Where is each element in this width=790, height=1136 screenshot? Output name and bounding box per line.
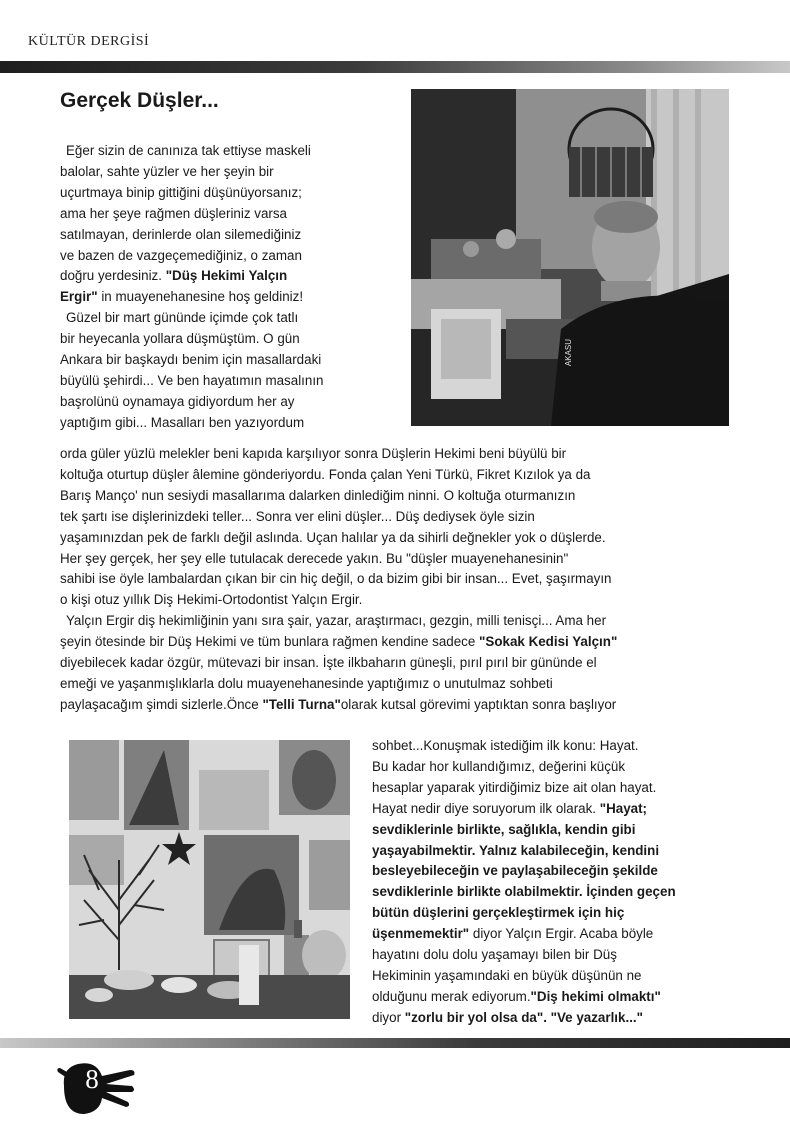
- text-line: balolar, sahte yüzler ve her şeyin bir: [60, 163, 274, 179]
- text-line: paylaşacağım şimdi sizlerle.Önce: [60, 696, 263, 712]
- article-title: Gerçek Düşler...: [60, 89, 219, 112]
- text-line: hayatını dolu dolu yaşamayı bilen bir Düş: [372, 947, 617, 963]
- book-spine-label: AKASU: [564, 339, 573, 367]
- text-line: olarak kutsal görevimi yaptıktan sonra başlıyor: [340, 696, 617, 712]
- highlight-text: bütün düşlerini gerçekleştirmek için hiç: [372, 905, 625, 921]
- highlight-text: "Diş hekimi olmaktı": [530, 988, 661, 1004]
- text-line: diyor: [372, 1009, 405, 1025]
- text-line: doğru yerdesiniz.: [60, 268, 166, 284]
- text-line: Ankara bir başkaydı benim için masallardaki: [60, 352, 322, 368]
- highlight-text: "Düş Hekimi Yalçın: [165, 268, 288, 284]
- header-rule: [0, 61, 790, 73]
- intro-column: [60, 141, 324, 434]
- text-line: diyor Yalçın Ergir. Acaba böyle: [469, 926, 654, 942]
- text-line: Güzel bir mart gününde içimde çok tatlı: [66, 310, 299, 326]
- text-line: in muayenehanesine hoş geldiniz!: [97, 289, 304, 305]
- highlight-text: Ergir": [60, 289, 98, 305]
- photo-man-in-office: [411, 89, 729, 426]
- highlight-text: üşenmemektir": [372, 926, 470, 942]
- text-line: tek şartı ise dişlerinizdeki teller... Sonra ver elini düşler... Düş dediysek öyle sizin: [60, 508, 535, 524]
- text-line: yaptığım gibi... Masalları ben yazıyordum: [60, 414, 305, 430]
- text-line: şeyin ötesinde bir Düş Hekimi ve tüm bunlara rağmen kendine sadece: [60, 634, 480, 650]
- text-line: Her şey gerçek, her şey elle tutulacak derecede yakın. Bu "düşler muayenehanesinin": [60, 550, 569, 566]
- text-line: Hayat nedir diye soruyorum ilk olarak.: [372, 800, 600, 816]
- highlight-text: "Hayat;: [599, 800, 648, 816]
- text-line: orda güler yüzlü melekler beni kapıda karşılıyor sonra Düşlerin Hekimi beni büyülü bir: [60, 446, 567, 461]
- text-line: hesaplar yaparak yitirdiğimiz bize ait olan hayat.: [372, 779, 657, 795]
- text-line: sahibi ise öyle lambalardan çıkan bir cin hiç değil, o da bizim gibi bir insan... Evet, şaşırmayın: [60, 571, 612, 587]
- interview-column: [372, 736, 676, 1029]
- magazine-name: KÜLTÜR DERGİSİ: [28, 34, 150, 49]
- highlight-text: sevdiklerinle birlikte olabilmektir. İçinden geçen: [372, 884, 676, 900]
- text-line: başrolünü oynamaya gidiyordum her ay: [60, 393, 295, 409]
- text-line: Yalçın Ergir diş hekimliğinin yanı sıra şair, yazar, araştırmacı, gezgin, milli tenisçi... Ama her: [66, 613, 607, 629]
- text-line: Bu kadar hor kullandığımız, değerini küçük: [372, 758, 626, 774]
- text-line: koltuğa oturtup düşler âlemine gönderiyordu. Fonda çalan Yeni Türkü, Fikret Kızılok ya da: [60, 466, 591, 482]
- text-line: yaşamınızdan pek de farklı değil aslında. Uçan halılar ya da sihirli değnekler yok o düşlerde.: [60, 529, 606, 545]
- photo-wall-collage: [69, 740, 350, 1019]
- text-line: ve bazen de vazgeçemediğiniz, o zaman: [60, 247, 302, 263]
- text-line: olduğunu merak ediyorum.: [372, 988, 531, 1004]
- highlight-text: "Telli Turna": [262, 696, 341, 712]
- highlight-text: "zorlu bir yol olsa da". "Ve yazarlık...": [404, 1009, 643, 1025]
- highlight-text: besleyebileceğin ve paylaşabileceğin şekilde: [372, 863, 658, 879]
- text-line: ama her şeye rağmen düşleriniz varsa: [60, 205, 288, 221]
- highlight-text: sevdiklerinle birlikte, sağlıkla, kendin gibi: [372, 821, 636, 837]
- text-line: sohbet...Konuşmak istediğim ilk konu: Hayat.: [372, 738, 639, 753]
- text-line: satılmayan, derinlerde olan silemediğiniz: [60, 226, 302, 242]
- footer-rule: [0, 1038, 790, 1048]
- text-line: Barış Manço' nun sesiydi masallarıma dalarken dinlediğim ninni. O koltuğa oturmanızın: [60, 487, 576, 503]
- text-line: emeği ve yaşanmışlıklarla dolu muayenehanesinde yaptığımız o unutulmaz sohbeti: [60, 675, 553, 691]
- text-line: uçurtmaya binip gittiğini düşünüyorsanız;: [60, 184, 302, 200]
- text-line: o kişi otuz yıllık Diş Hekimi-Ortodontist Yalçın Ergir.: [60, 592, 363, 608]
- text-line: büyülü şehirdi... Ve ben hayatımın masalının: [60, 372, 324, 388]
- text-line: bir heyecanla yollara düşmüştüm. O gün: [60, 331, 300, 347]
- page-number: 8: [85, 1064, 99, 1094]
- text-line: diyebilecek kadar özgür, mütevazi bir insan. İşte ilkbaharın güneşli, pırıl pırıl bir gününde el: [60, 655, 597, 671]
- text-line: Hekiminin yaşamındaki en büyük düşünün ne: [372, 967, 642, 983]
- body-fullwidth: [60, 444, 617, 716]
- highlight-text: "Sokak Kedisi Yalçın": [479, 634, 618, 650]
- highlight-text: yaşayabilmektir. Yalnız kalabileceğin, kendini: [372, 842, 660, 858]
- text-line: Eğer sizin de canınıza tak ettiyse maskeli: [66, 143, 311, 158]
